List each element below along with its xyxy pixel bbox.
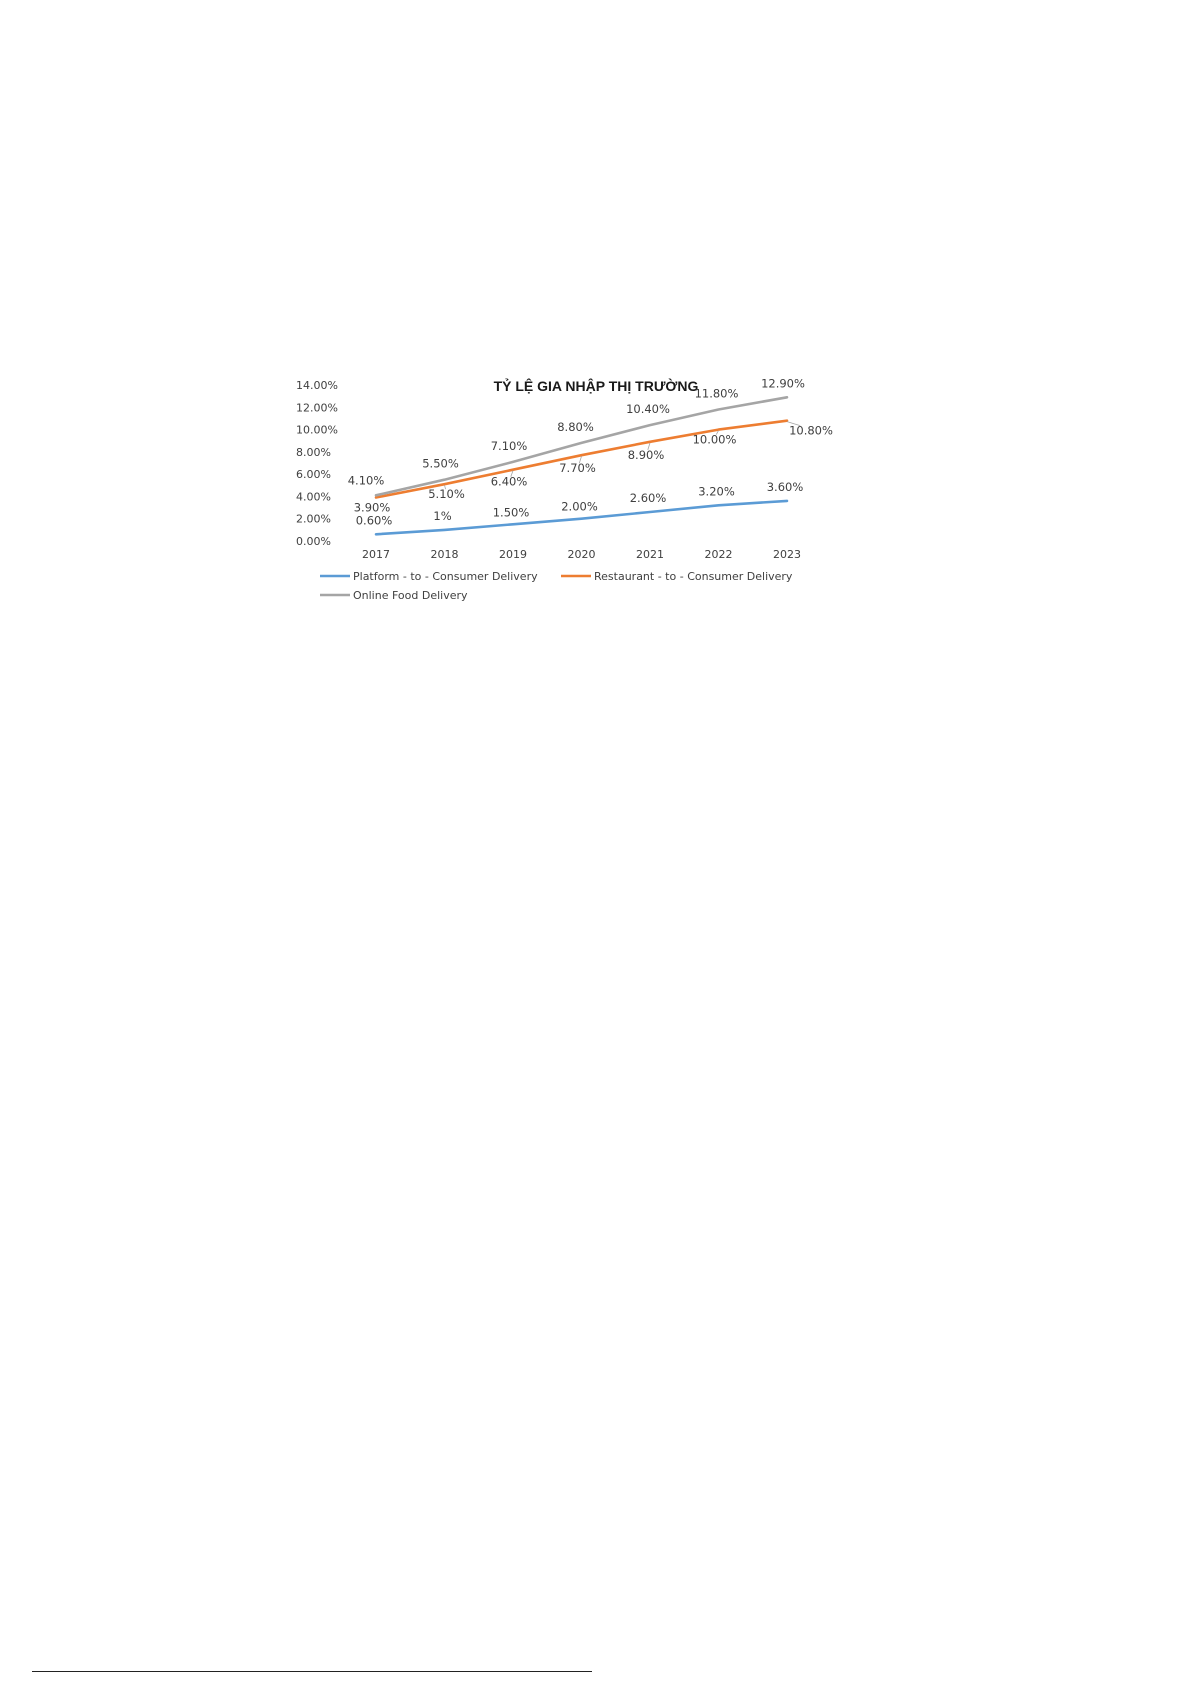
data-label: 8.90%	[627, 447, 665, 462]
data-label: 7.70%	[559, 461, 596, 476]
chart-title: TỶ LỆ GIA NHẬP THỊ TRƯỜNG	[493, 378, 699, 394]
data-label: 10.00%	[692, 432, 737, 447]
data-label: 8.80%	[557, 419, 594, 434]
data-labels	[348, 376, 833, 527]
y-tick-label: 6.00%	[296, 468, 331, 482]
chart-svg	[296, 374, 894, 656]
data-label: 1.50%	[492, 505, 530, 520]
legend-label: Online Food Delivery	[353, 589, 468, 602]
x-axis-labels	[362, 548, 801, 561]
y-tick-label: 8.00%	[296, 445, 331, 459]
data-label: 3.60%	[766, 479, 804, 494]
footnote-separator	[32, 1671, 592, 1672]
y-axis-labels	[296, 379, 338, 548]
chart-legend	[320, 570, 793, 602]
data-label: 7.10%	[490, 438, 528, 453]
x-tick-label: 2020	[567, 548, 596, 561]
x-tick-label: 2019	[499, 548, 527, 561]
y-tick-label: 2.00%	[296, 512, 331, 526]
x-tick-label: 2023	[773, 548, 801, 561]
data-label: 10.40%	[626, 402, 670, 417]
data-label: 6.40%	[490, 474, 528, 489]
data-label: 2.60%	[629, 491, 667, 506]
data-label: 5.10%	[428, 487, 465, 502]
data-label: 5.50%	[422, 456, 459, 471]
legend-label: Restaurant - to - Consumer Delivery	[594, 570, 793, 583]
x-tick-label: 2017	[362, 548, 390, 561]
data-label: 11.80%	[694, 386, 739, 401]
y-tick-label: 0.00%	[296, 535, 331, 548]
x-tick-label: 2022	[704, 548, 733, 561]
data-label: 3.20%	[698, 484, 735, 499]
data-label: 12.90%	[761, 376, 805, 391]
data-label: 3.90%	[353, 500, 391, 515]
x-tick-label: 2021	[636, 548, 664, 561]
data-label: 10.80%	[789, 423, 833, 438]
data-label: 1%	[433, 508, 452, 523]
y-tick-label: 12.00%	[296, 401, 338, 415]
y-tick-label: 10.00%	[296, 423, 338, 437]
market-penetration-chart	[296, 374, 894, 656]
data-label: 0.60%	[355, 513, 393, 528]
y-tick-label: 14.00%	[296, 379, 338, 392]
data-label: 4.10%	[347, 473, 385, 488]
legend-label: Platform - to - Consumer Delivery	[353, 570, 538, 583]
y-tick-label: 4.00%	[296, 490, 331, 504]
data-label: 2.00%	[561, 499, 598, 514]
x-tick-label: 2018	[430, 548, 459, 561]
